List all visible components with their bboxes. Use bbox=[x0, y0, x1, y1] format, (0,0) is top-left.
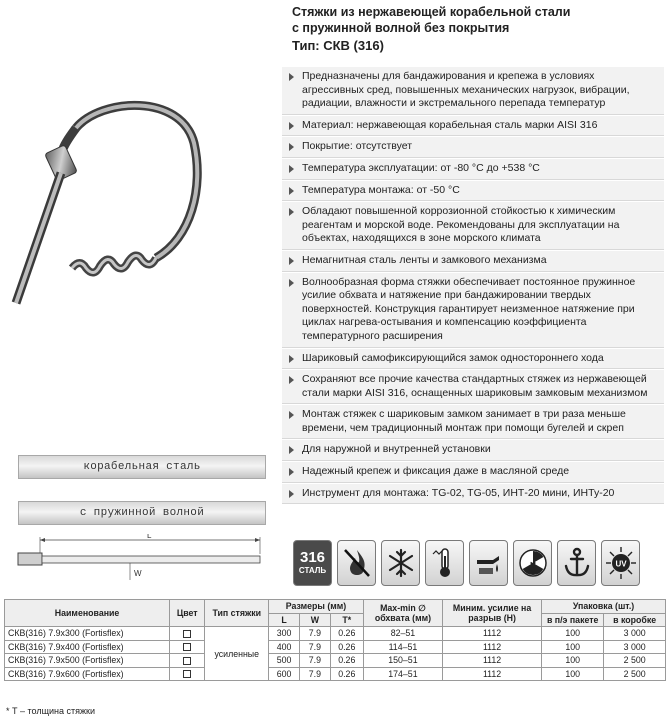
bullet-arrow-icon bbox=[289, 208, 294, 216]
feature-text: Температура монтажа: от -50 °С bbox=[302, 183, 460, 196]
cell-pack-bag: 100 bbox=[542, 627, 604, 641]
feature-item bbox=[282, 404, 664, 439]
col-pack-bag: в п/э пакете bbox=[542, 613, 604, 627]
cell-T: 0.26 bbox=[330, 654, 363, 668]
col-name: Наименование bbox=[5, 600, 170, 627]
feature-text: Для наружной и внутренней установки bbox=[302, 443, 491, 456]
steel-number: 316 bbox=[299, 549, 326, 566]
cell-name: СКВ(316) 7.9х500 (Fortisflex) bbox=[5, 654, 170, 668]
table-row bbox=[5, 640, 666, 654]
feature-item bbox=[282, 250, 664, 272]
cell-pack-bag: 100 bbox=[542, 654, 604, 668]
cell-force: 1112 bbox=[443, 627, 542, 641]
feature-item bbox=[282, 115, 664, 137]
cell-type: усиленные bbox=[205, 627, 269, 681]
feature-text: Обладают повышенной коррозионной стойкостью к химическим реагентам и морской воде. Рекомендованы для эксплуатации на объектах, находящихся в зоне морского климата bbox=[302, 205, 620, 245]
product-type: Тип: СКВ (316) bbox=[292, 38, 384, 53]
bullet-arrow-icon bbox=[289, 187, 294, 195]
radiation-icon bbox=[513, 540, 552, 586]
feature-item bbox=[282, 461, 664, 483]
cable-tie-photo bbox=[6, 88, 206, 338]
bullet-arrow-icon bbox=[289, 446, 294, 454]
cell-diam: 150–51 bbox=[363, 654, 442, 668]
bullet-arrow-icon bbox=[289, 143, 294, 151]
col-type: Тип стяжки bbox=[205, 600, 269, 627]
length-label: L bbox=[147, 534, 152, 540]
cell-color bbox=[170, 627, 205, 641]
feature-text: Сохраняют все прочие качества стандартных стяжек из нержавеющей стали марки AISI 316, оснащенных шариковым замковым механизмом bbox=[302, 373, 648, 399]
table-row bbox=[5, 627, 666, 641]
cell-color bbox=[170, 654, 205, 668]
feature-item bbox=[282, 201, 664, 250]
feature-text: Покрытие: отсутствует bbox=[302, 140, 413, 153]
cell-name: СКВ(316) 7.9х300 (Fortisflex) bbox=[5, 627, 170, 641]
col-pack-box: в коробке bbox=[604, 613, 666, 627]
feature-item bbox=[282, 483, 664, 505]
bullet-arrow-icon bbox=[289, 490, 294, 498]
cell-T: 0.26 bbox=[330, 627, 363, 641]
feature-item bbox=[282, 158, 664, 180]
cell-W: 7.9 bbox=[299, 654, 330, 668]
bullet-arrow-icon bbox=[289, 468, 294, 476]
cell-diam: 82–51 bbox=[363, 627, 442, 641]
color-swatch bbox=[183, 657, 191, 665]
color-swatch bbox=[183, 670, 191, 678]
bullet-arrow-icon bbox=[289, 122, 294, 130]
col-sizes: Размеры (мм) bbox=[269, 600, 364, 614]
cell-W: 7.9 bbox=[299, 667, 330, 681]
cell-L: 600 bbox=[269, 667, 300, 681]
cell-L: 400 bbox=[269, 640, 300, 654]
col-L: L bbox=[269, 613, 300, 627]
frost-icon bbox=[381, 540, 420, 586]
feature-text: Предназначены для бандажирования и крепежа в условиях агрессивных сред, повышенных механических нагрузок, вибрации, радиации, влажности и экстремального перепада температур bbox=[302, 70, 630, 110]
wave-strip-sample bbox=[18, 501, 266, 525]
bullet-arrow-icon bbox=[289, 411, 294, 419]
feature-item bbox=[282, 136, 664, 158]
feature-text: Инструмент для монтажа: TG-02, TG-05, ИНТ-20 мини, ИНТу-20 bbox=[302, 486, 615, 499]
steel-label: СТАЛЬ bbox=[298, 566, 327, 575]
cell-W: 7.9 bbox=[299, 627, 330, 641]
bullet-arrow-icon bbox=[289, 165, 294, 173]
title-line-1: Стяжки из нержавеющей корабельной стали bbox=[292, 5, 571, 19]
bullet-arrow-icon bbox=[289, 73, 294, 81]
property-icons bbox=[293, 540, 640, 590]
feature-text: Надежный крепеж и фиксация даже в масляной среде bbox=[302, 465, 570, 478]
feature-item bbox=[282, 348, 664, 370]
feature-item bbox=[282, 272, 664, 348]
feature-text: Материал: нержавеющая корабельная сталь марки AISI 316 bbox=[302, 118, 598, 131]
page-header bbox=[292, 4, 664, 54]
uv-icon bbox=[601, 540, 640, 586]
feature-item bbox=[282, 439, 664, 461]
color-swatch bbox=[183, 643, 191, 651]
steel-strip-sample bbox=[18, 455, 266, 479]
anchor-icon bbox=[557, 540, 596, 586]
cell-diam: 174–51 bbox=[363, 667, 442, 681]
strip-label: корабельная сталь bbox=[83, 461, 201, 473]
cell-color bbox=[170, 667, 205, 681]
cell-color bbox=[170, 640, 205, 654]
feature-text: Волнообразная форма стяжки обеспечивает постоянное пружинное усилие обхвата и натяжение при бандажировании твердых поверхностей. Конструкция гарантирует неизменное натяжение при циклах нагрева-остывания и компенсацию коэффициента температурного расширения bbox=[302, 275, 636, 342]
cell-diam: 114–51 bbox=[363, 640, 442, 654]
cell-pack-bag: 100 bbox=[542, 667, 604, 681]
width-label: W bbox=[134, 569, 142, 578]
table-row bbox=[5, 654, 666, 668]
cell-force: 1112 bbox=[443, 667, 542, 681]
cell-L: 300 bbox=[269, 627, 300, 641]
col-force: Миним. усилие на разрыв (Н) bbox=[443, 600, 542, 627]
feature-list bbox=[282, 66, 664, 504]
table-row bbox=[5, 667, 666, 681]
cell-pack-bag: 100 bbox=[542, 640, 604, 654]
temperature-icon bbox=[425, 540, 464, 586]
col-color: Цвет bbox=[170, 600, 205, 627]
cell-pack-box: 2 500 bbox=[604, 667, 666, 681]
bullet-arrow-icon bbox=[289, 279, 294, 287]
strip-label: с пружинной волной bbox=[79, 507, 205, 519]
feature-item bbox=[282, 180, 664, 202]
cell-name: СКВ(316) 7.9х400 (Fortisflex) bbox=[5, 640, 170, 654]
col-T: T* bbox=[330, 613, 363, 627]
cell-T: 0.26 bbox=[330, 667, 363, 681]
cell-T: 0.26 bbox=[330, 640, 363, 654]
cell-W: 7.9 bbox=[299, 640, 330, 654]
cell-pack-box: 3 000 bbox=[604, 627, 666, 641]
cell-force: 1112 bbox=[443, 654, 542, 668]
col-pack: Упаковка (шт.) bbox=[542, 600, 666, 614]
color-swatch bbox=[183, 630, 191, 638]
title-line-2: с пружинной волной без покрытия bbox=[292, 21, 510, 35]
feature-text: Немагнитная сталь ленты и замкового механизма bbox=[302, 253, 547, 266]
steel-316-icon bbox=[293, 540, 332, 586]
uv-label: UV bbox=[614, 559, 627, 569]
cell-L: 500 bbox=[269, 654, 300, 668]
table-footnote: * Т – толщина стяжки bbox=[6, 706, 95, 716]
col-W: W bbox=[299, 613, 330, 627]
fire-resistant-icon bbox=[337, 540, 376, 586]
feature-text: Монтаж стяжек с шариковым замком занимает в три раза меньше времени, чем традиционный монтаж при помощи бугелей и скреп bbox=[302, 408, 626, 434]
bullet-arrow-icon bbox=[289, 355, 294, 363]
cell-force: 1112 bbox=[443, 640, 542, 654]
feature-item bbox=[282, 66, 664, 115]
feature-text: Температура эксплуатации: от -80 °С до +538 °С bbox=[302, 161, 540, 174]
bullet-arrow-icon bbox=[289, 376, 294, 384]
col-diam: Max-min ∅ обхвата (мм) bbox=[363, 600, 442, 627]
cell-pack-box: 3 000 bbox=[604, 640, 666, 654]
feature-text: Шариковый самофиксирующийся замок одностороннего хода bbox=[302, 351, 604, 364]
bullet-arrow-icon bbox=[289, 257, 294, 265]
spec-table bbox=[4, 599, 666, 681]
cell-pack-box: 2 500 bbox=[604, 654, 666, 668]
oil-icon bbox=[469, 540, 508, 586]
feature-item bbox=[282, 369, 664, 404]
cell-name: СКВ(316) 7.9х600 (Fortisflex) bbox=[5, 667, 170, 681]
dimension-drawing bbox=[10, 534, 270, 586]
